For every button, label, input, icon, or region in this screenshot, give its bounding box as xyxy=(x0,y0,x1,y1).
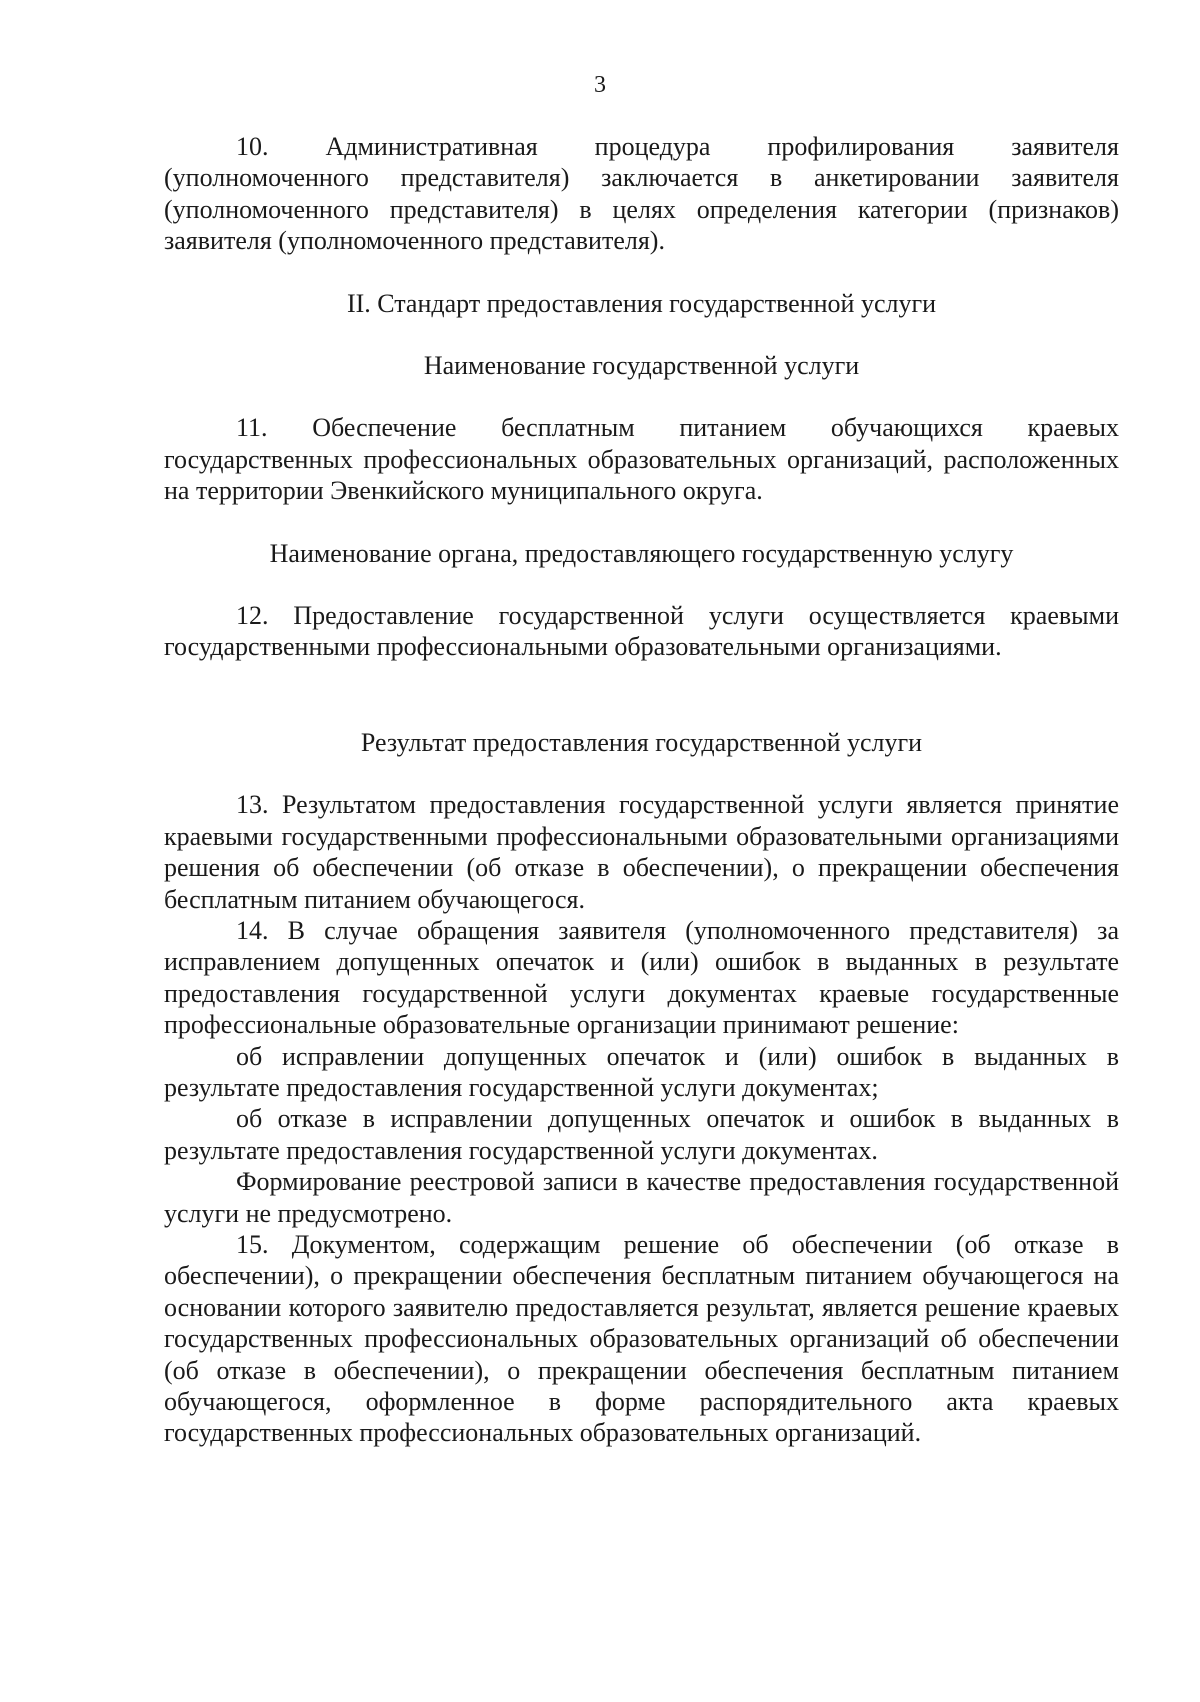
subheading-authority-name: Наименование органа, предоставляющего государственную услугу xyxy=(269,538,1014,568)
paragraph-14: 14. В случае обращения заявителя (уполномоченного представителя) за исправлением допущенных опечаток и (или) ошибок в выданных в результате предоставления государственной услуги документах краевые государственные профессиональные образовательные организации принимают решение: xyxy=(164,915,1119,1040)
page-number: 3 xyxy=(594,72,606,98)
paragraph-13: 13. Результатом предоставления государственной услуги является принятие краевыми государственными профессиональными образовательными организациями решения об обеспечении (об отказе в обеспечении), о прекращении обеспечения бесплатным питанием обучающегося. xyxy=(164,790,1119,914)
document-body xyxy=(164,131,1119,1449)
subheading-service-name: Наименование государственной услуги xyxy=(423,351,860,381)
paragraph-14-item-1: об исправлении допущенных опечаток и (или) ошибок в выданных в результате предоставления государственной услуги документах; xyxy=(164,1041,1119,1102)
section-heading-standard: II. Стандарт предоставления государственной услуги xyxy=(346,288,937,318)
paragraph-11: 11. Обеспечение бесплатным питанием обучающихся краевых государственных профессиональных образовательных организаций, расположенных на территории Эвенкийского муниципального округа. xyxy=(164,413,1119,506)
paragraph-10: 10. Административная процедура профилирования заявителя (уполномоченного представителя) заключается в анкетировании заявителя (уполномоченного представителя) в целях определения категории (признаков) заявителя (уполномоченного представителя). xyxy=(164,132,1119,256)
subheading-service-result: Результат предоставления государственной услуги xyxy=(360,727,923,757)
paragraph-12: 12. Предоставление государственной услуги осуществляется краевыми государственными профессиональными образовательными организациями. xyxy=(164,601,1119,662)
paragraph-15: 15. Документом, содержащим решение об обеспечении (об отказе в обеспечении), о прекращении обеспечения бесплатным питанием обучающегося на основании которого заявителю предоставляется результат, является решение краевых государственных профессиональных образовательных организаций об обеспечении (об отказе в обеспечении), о прекращении обеспечения бесплатным питанием обучающегося, оформленное в форме распорядительного акта краевых государственных профессиональных образовательных организаций. xyxy=(164,1229,1119,1448)
paragraph-registry-record: Формирование реестровой записи в качестве предоставления государственной услуги не предусмотрено. xyxy=(164,1167,1119,1228)
paragraph-14-item-2: об отказе в исправлении допущенных опечаток и ошибок в выданных в результате предоставления государственной услуги документах. xyxy=(164,1104,1119,1165)
